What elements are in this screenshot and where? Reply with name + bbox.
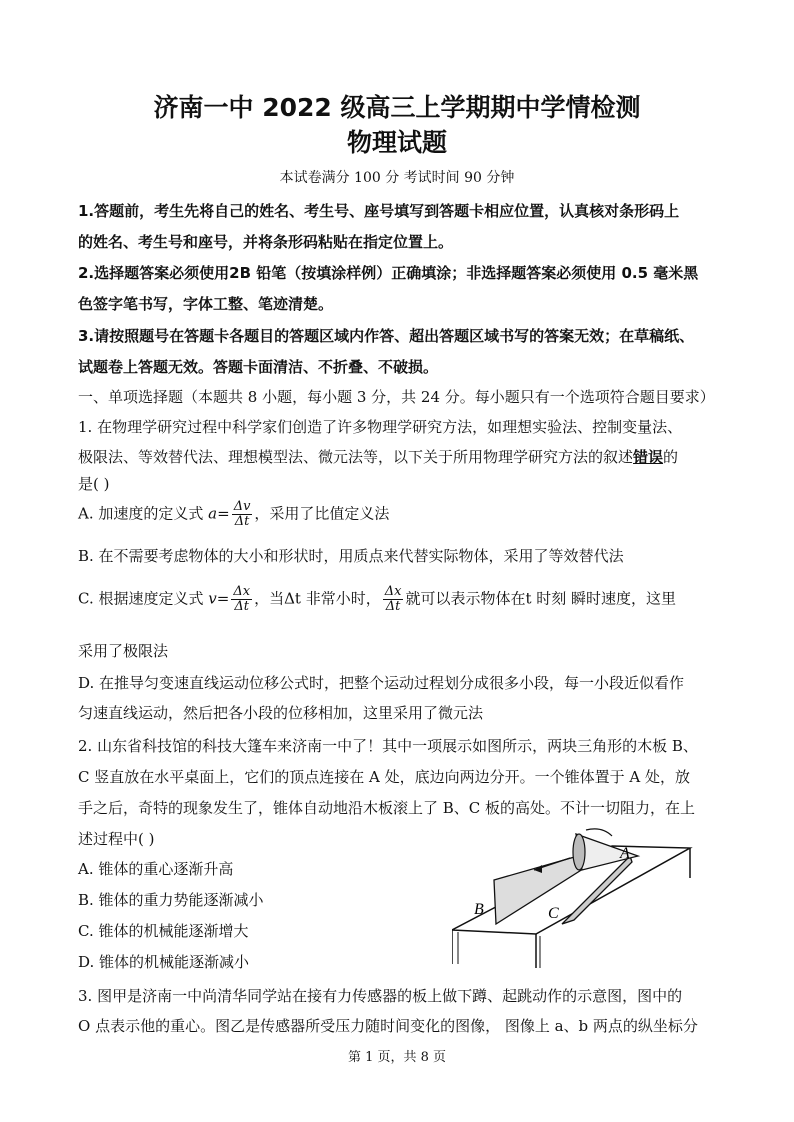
fig-label-b: B <box>474 901 484 918</box>
q2-stem-line-1: 2. 山东省科技馆的科技大篷车来济南一中了！其中一项展示如图所示，两块三角形的木板 B、 <box>78 737 698 755</box>
q2-stem-line-3: 手之后，奇特的现象发生了，锥体自动地沿木板滚上了 B、C 板的高处。不计一切阻力，在上 <box>78 799 696 817</box>
q1-option-c: C. 根据速度定义式 v= $\frac{\Delta x}{\Delta t}$ ，当Δt 非常小时， $\frac{\Delta x}{\Delta t}$ 就可以表示物体在t 时刻 瞬时速度，这里 <box>78 584 677 614</box>
q2-option-a: A. 锥体的重心逐渐升高 <box>78 860 234 878</box>
q2-stem-line-2: C 竖直放在水平桌面上，它们的顶点连接在 A 处，底边向两边分开。一个锥体置于 A 处，放 <box>78 768 690 786</box>
instruction-2-line-2: 色签字笔书写，字体工整、笔迹清楚。 <box>78 295 334 313</box>
q1-c-fraction-2: $\frac{\Delta x}{\Delta t}$ <box>384 584 402 614</box>
page-number: 第 1 页，共 8 页 <box>347 1050 447 1065</box>
q1-stem-line-1: 1. 在物理学研究过程中科学家们创造了许多物理学研究方法，如理想实验法、控制变量法、 <box>78 418 683 436</box>
fig-label-a: A <box>620 845 630 862</box>
fig-label-c: C <box>548 905 559 922</box>
instruction-2-line-1: 2.选择题答案必须使用2B 铅笔（按填涂样例）正确填涂；非选择题答案必须使用 0.5 毫米黑 <box>78 264 699 282</box>
q2-stem-line-4: 述过程中( ) <box>78 830 155 848</box>
exam-subtitle: 物理试题 <box>346 128 447 157</box>
q1-option-d-line-2: 匀速直线运动，然后把各小段的位移相加，这里采用了微元法 <box>78 704 484 722</box>
q1-option-b: B. 在不需要考虑物体的大小和形状时，用质点来代替实际物体，采用了等效替代法 <box>78 547 624 565</box>
q2-option-c: C. 锥体的机械能逐渐增大 <box>78 922 249 940</box>
instruction-1-line-1: 1.答题前，考生先将自己的姓名、考生号、座号填写到答题卡相应位置，认真核对条形码上 <box>78 202 680 220</box>
q1-c-fraction: $\frac{\Delta x}{\Delta t}$ <box>233 584 251 614</box>
double-cone-figure <box>452 822 698 972</box>
exam-title: 济南一中 2022 级高三上学期期中学情检测 <box>153 93 641 122</box>
section-heading: 一、单项选择题（本题共 8 小题，每小题 3 分，共 24 分。每小题只有一个选项符合题目要求） <box>78 388 715 406</box>
q1-emphasis-wrong: 错误 <box>633 448 664 466</box>
q1-option-d-line-1: D. 在推导匀变速直线运动位移公式时，把整个运动过程划分成很多小段，每一小段近似看作 <box>78 674 685 692</box>
q1-option-a: A. 加速度的定义式 a= $\frac{\Delta v}{\Delta t}$ ，采用了比值定义法 <box>78 499 390 529</box>
exam-info: 本试卷满分 100 分 考试时间 90 分钟 <box>279 170 515 186</box>
q1-stem-line-3: 是( ) <box>78 475 110 493</box>
q2-option-d: D. 锥体的机械能逐渐减小 <box>78 953 250 971</box>
q3-stem-line-1: 3. 图甲是济南一中尚清华同学站在接有力传感器的板上做下蹲、起跳动作的示意图，图中的 <box>78 987 683 1005</box>
q1-a-fraction: $\frac{\Delta v}{\Delta t}$ <box>233 499 251 529</box>
q1-option-c-line-2: 采用了极限法 <box>78 642 169 660</box>
q3-stem-line-2: O 点表示他的重心。图乙是传感器所受压力随时间变化的图像， 图像上 a、b 两点的纵坐标分 <box>78 1017 698 1035</box>
q2-option-b: B. 锥体的重力势能逐渐减小 <box>78 891 264 909</box>
q1-stem-line-2: 极限法、等效替代法、理想模型法、微元法等，以下关于所用物理学研究方法的叙述错误的 <box>78 448 679 466</box>
instruction-3-line-2: 试题卷上答题无效。答题卡面清洁、不折叠、不破损。 <box>78 358 439 376</box>
instruction-3-line-1: 3.请按照题号在答题卡各题目的答题区域内作答、超出答题区域书写的答案无效；在草稿纸、 <box>78 327 695 345</box>
instruction-1-line-2: 的姓名、考生号和座号，并将条形码粘贴在指定位置上。 <box>78 233 454 251</box>
